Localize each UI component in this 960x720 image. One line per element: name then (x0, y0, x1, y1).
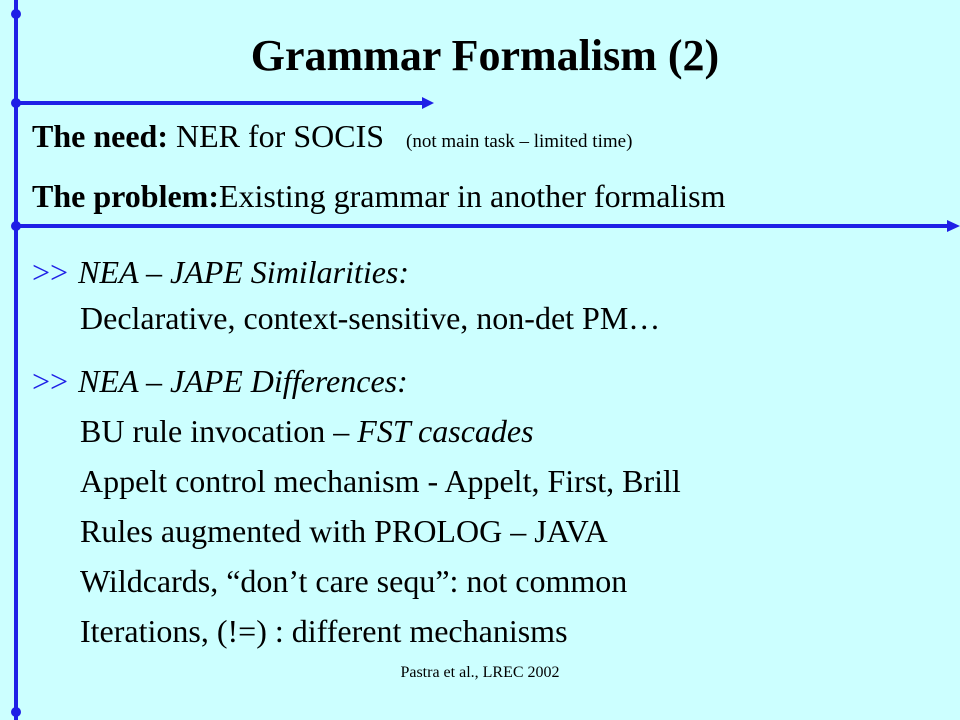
footer-citation: Pastra et al., LREC 2002 (400, 664, 560, 681)
similarities-heading: NEA – JAPE Similarities: (78, 254, 410, 290)
middle-arrowhead-icon (947, 220, 960, 232)
problem-line (32, 178, 726, 215)
need-text: NER for SOCIS (176, 118, 385, 154)
similarities-block (32, 247, 660, 343)
rule-dot-bottom (11, 707, 21, 717)
differences-line-3: Rules augmented with PROLOG – JAVA (80, 513, 608, 549)
differences-line-2: Appelt control mechanism - Appelt, First, Brill (80, 463, 681, 499)
need-line (32, 118, 632, 155)
bullet-marker: >> (32, 254, 69, 290)
bullet-marker: >> (32, 363, 69, 399)
differences-block (32, 356, 681, 656)
differences-line-1 (32, 406, 681, 456)
differences-heading: NEA – JAPE Differences: (78, 363, 408, 399)
differences-line-1-italic: FST cascades (357, 413, 534, 449)
differences-line-4: Wildcards, “don’t care sequ”: not common (80, 563, 628, 599)
problem-label: The problem: (32, 178, 219, 214)
differences-line-1-plain: BU rule invocation – (80, 413, 358, 449)
similarities-line: Declarative, context-sensitive, non-det PM… (80, 300, 661, 336)
upper-arrowhead-icon (422, 97, 434, 109)
differences-line-5: Iterations, (!=) : different mechanisms (80, 613, 568, 649)
rule-dot-top (11, 9, 21, 19)
need-label: The need: (32, 118, 168, 154)
problem-text: Existing grammar in another formalism (218, 178, 726, 214)
slide-title: Grammar Formalism (2) (250, 31, 720, 80)
need-note: (not main task – limited time) (406, 131, 633, 152)
